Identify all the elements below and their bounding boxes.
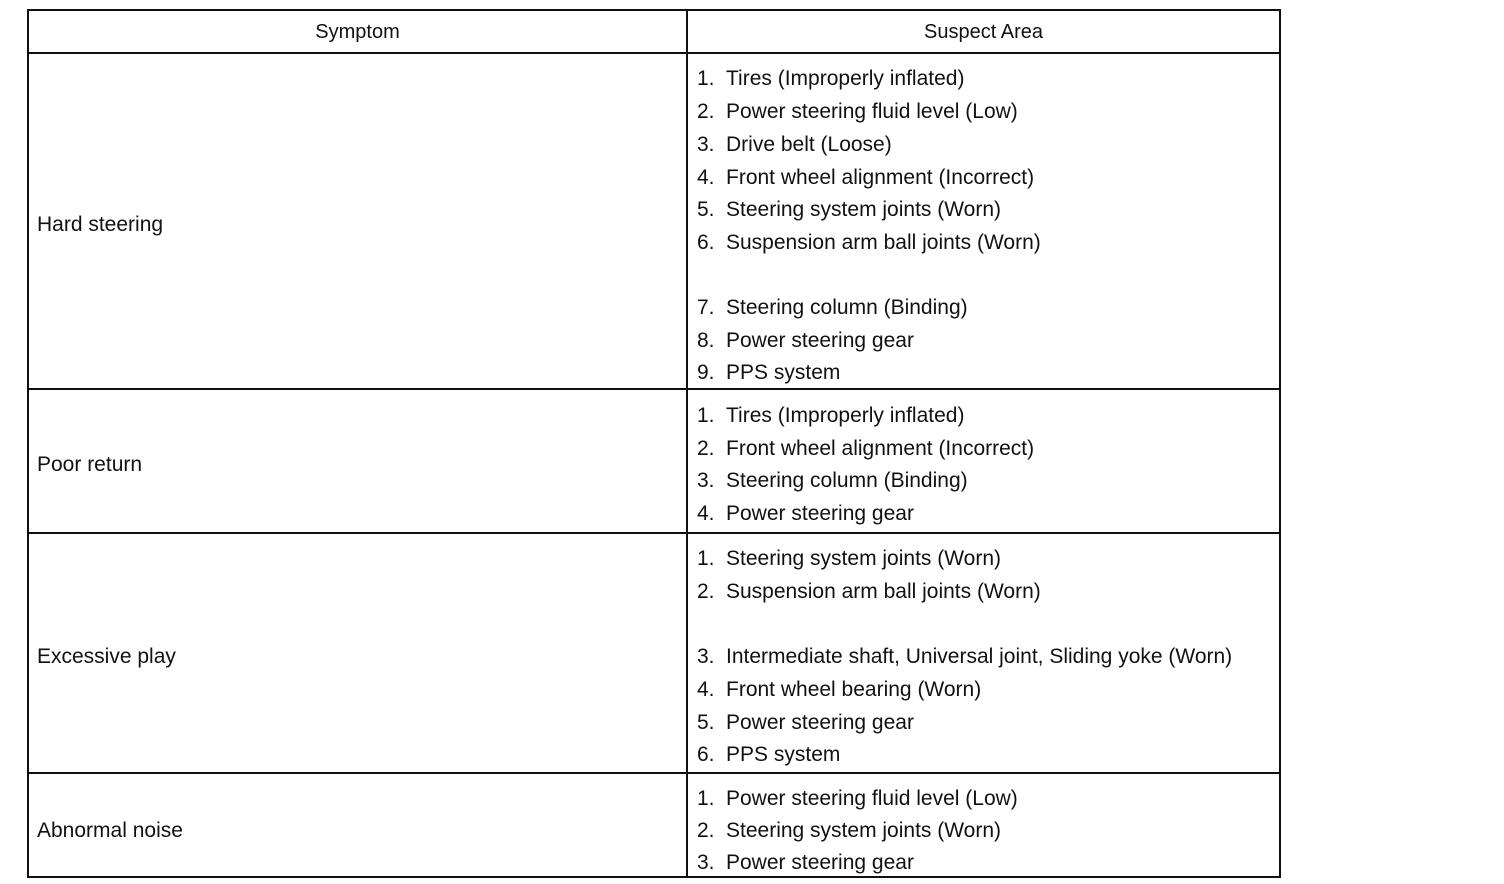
- suspect-item: [697, 198, 1001, 222]
- suspect-item: [697, 678, 981, 702]
- item-number: 5.: [697, 198, 715, 221]
- suspect-item: [697, 743, 840, 767]
- item-number: 3.: [697, 133, 715, 156]
- suspect-item: [697, 851, 914, 875]
- item-number: 3.: [697, 851, 715, 874]
- item-number: 7.: [697, 296, 715, 319]
- suspect-item: [697, 787, 1018, 811]
- symptom-cell: Abnormal noise: [37, 819, 183, 842]
- symptom-cell: Poor return: [37, 453, 143, 476]
- row-divider: [29, 388, 1279, 390]
- suspect-item: [697, 361, 840, 385]
- item-text: Front wheel bearing (Worn): [726, 678, 982, 701]
- suspect-item: [697, 547, 1001, 571]
- suspect-item: [697, 580, 1041, 604]
- row-divider: [29, 532, 1279, 534]
- item-number: 4.: [697, 502, 715, 525]
- column-divider: [686, 11, 688, 876]
- item-number: 3.: [697, 469, 715, 492]
- item-text: Power steering gear: [726, 711, 914, 734]
- item-text: Intermediate shaft, Universal joint, Sliding yoke (Worn): [726, 645, 1233, 668]
- item-number: 5.: [697, 711, 715, 734]
- suspect-item: [697, 100, 1018, 124]
- item-text: Tires (Improperly inflated): [726, 404, 965, 427]
- suspect-item: [697, 231, 1041, 255]
- item-number: 1.: [697, 547, 715, 570]
- item-text: Steering column (Binding): [726, 469, 968, 492]
- suspect-item: [697, 502, 914, 526]
- symptom-cell: Hard steering: [37, 213, 164, 236]
- item-text: Front wheel alignment (Incorrect): [726, 437, 1035, 460]
- suspect-item: [697, 329, 914, 353]
- item-number: 1.: [697, 787, 715, 810]
- troubleshooting-table: [27, 9, 1281, 878]
- item-number: 2.: [697, 437, 715, 460]
- item-number: 9.: [697, 361, 715, 384]
- item-text: Power steering fluid level (Low): [726, 787, 1018, 810]
- item-text: Steering column (Binding): [726, 296, 968, 319]
- item-number: 3.: [697, 645, 715, 668]
- item-text: Tires (Improperly inflated): [726, 67, 965, 90]
- item-text: Suspension arm ball joints (Worn): [726, 580, 1041, 603]
- suspect-item: [697, 166, 1034, 190]
- symptom-cell: Excessive play: [37, 645, 176, 668]
- item-number: 4.: [697, 678, 715, 701]
- item-text: Steering system joints (Worn): [726, 819, 1002, 842]
- suspect-item: [697, 437, 1034, 461]
- item-text: Steering system joints (Worn): [726, 198, 1002, 221]
- item-text: Power steering fluid level (Low): [726, 100, 1018, 123]
- header-symptom: Symptom: [315, 21, 400, 43]
- suspect-item: [697, 133, 892, 157]
- item-number: 2.: [697, 100, 715, 123]
- item-text: Drive belt (Loose): [726, 133, 892, 156]
- item-text: Front wheel alignment (Incorrect): [726, 166, 1035, 189]
- suspect-item: [697, 296, 968, 320]
- suspect-item: [697, 711, 914, 735]
- item-number: 1.: [697, 404, 715, 427]
- item-text: PPS system: [726, 743, 841, 766]
- item-number: 6.: [697, 743, 715, 766]
- suspect-item: [697, 819, 1001, 843]
- header-suspect-area: Suspect Area: [924, 21, 1043, 43]
- suspect-item: [697, 645, 1232, 669]
- row-divider: [29, 772, 1279, 774]
- item-number: 1.: [697, 67, 715, 90]
- suspect-item: [697, 469, 968, 493]
- suspect-item: [697, 404, 964, 428]
- item-number: 8.: [697, 329, 715, 352]
- item-text: Power steering gear: [726, 329, 914, 352]
- item-text: Power steering gear: [726, 502, 914, 525]
- item-number: 2.: [697, 580, 715, 603]
- item-number: 2.: [697, 819, 715, 842]
- item-text: Suspension arm ball joints (Worn): [726, 231, 1041, 254]
- item-text: PPS system: [726, 361, 841, 384]
- item-text: Steering system joints (Worn): [726, 547, 1002, 570]
- item-text: Power steering gear: [726, 851, 914, 874]
- suspect-item: [697, 67, 964, 91]
- item-number: 6.: [697, 231, 715, 254]
- item-number: 4.: [697, 166, 715, 189]
